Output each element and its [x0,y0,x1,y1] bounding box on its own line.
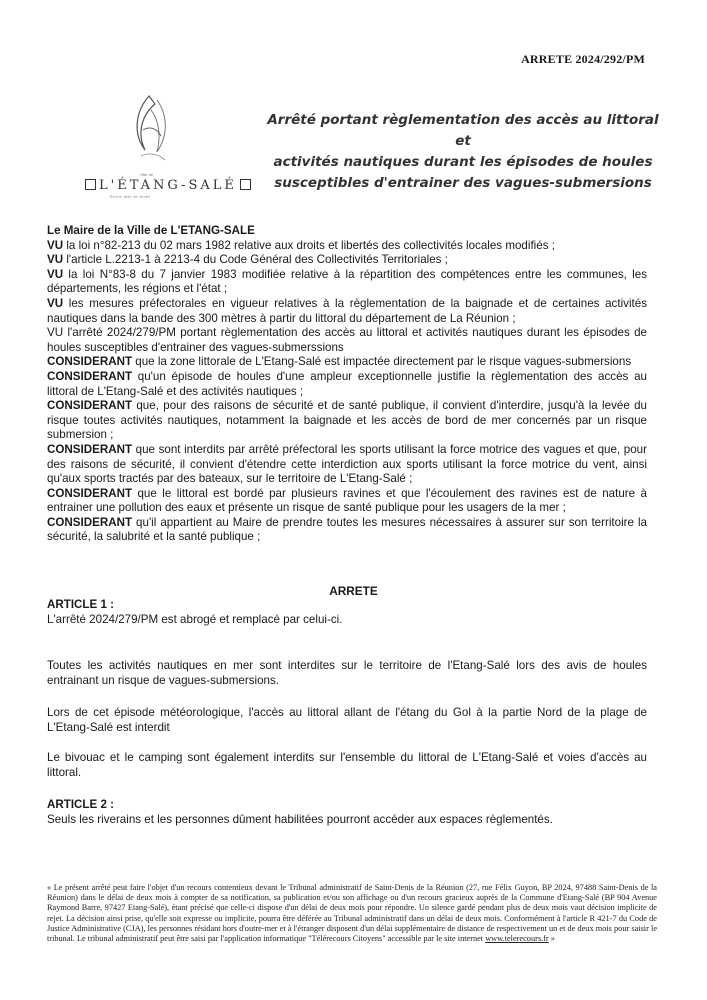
logo-square-icon [85,179,96,190]
title-line: susceptibles d'entrainer des vagues-submersions [274,175,652,191]
article-1-paragraph: Le bivouac et le camping sont également interdits sur l'ensemble du littoral de L'Etang-Salé et voies d'accès au littoral. [47,751,647,779]
logo-name: L'ÉTANG-SALÉ [99,178,237,193]
decree-preamble [47,224,647,545]
article-1-paragraph: Lors de cet épisode météorologique, l'accès au littoral allant de l'étang du Gol à la partie Nord de la plage de L'Etang-Salé est interdit [47,706,647,734]
preamble-line: VU l'arrêté 2024/279/PM portant règlementation des accès au littoral et activités nautiques durant les épisodes de houles susceptibles d'entrainer des vagues-submerssions [47,326,647,354]
mayor-intro: Le Maire de la Ville de L'ETANG-SALE [47,224,255,237]
city-logo [82,90,237,202]
preamble-line: VU les mesures préfectorales en vigueur relatives à la règlementation de la baignade et de certaines activités nautiques dans la bande des 300 mètres à partir du littoral du département de La Réunion ; [47,296,647,325]
preamble-line: VU l'article L.2213-1 à 2213-4 du Code Général des Collectivités Territoriales ; [47,253,448,267]
article-1-title: ARTICLE 1 : [47,598,114,611]
article-2-title: ARTICLE 2 : [47,798,114,811]
article-1-text: L'arrêté 2024/279/PM est abrogé et remplacé par celui-ci. [47,612,343,626]
decree-heading: ARRETE [329,584,378,598]
logo-wordmark [82,178,237,193]
preamble-line: CONSIDERANT qu'il appartient au Maire de prendre toutes les mesures nécessaires à assurer sur son territoire la sécurité, la salubrité et la santé publique ; [47,515,647,544]
footnote-text: « Le présent arrêté peut faire l'objet d'un recours contentieux devant le Tribunal administratif de Saint-Denis de la Réunion (27, rue Félix Guyon, BP 2024, 97488 Saint-Denis de la Réunion) dans le délai de deux mois à compter de sa notification, sa publication et/ou son affichage ou d'un recours gracieux auprès de la Commune d'Etang-Salé (BP 904 Avenue Raymond Barre, 97427 Etang-Salé), étant précisé que celle-ci dispose d'un délai de deux mois pour répondre. Un silence gardé pendant plus de deux mois vaut décision implicite de rejet. La décision ainsi prise, qu'elle soit expresse ou implicite, pourra être déférée au Tribunal administratif dans un délai de deux mois. Conformément à l'article R 421-7 du Code de Justice Administrative (CJA), les personnes résidant hors d'outre-mer et à l'étranger disposent d'un délai supplémentaire de distance de respectivement un et de deux mois pour saisir le tribunal. Le tribunal administratif peut être saisi par l'application informatique "Télérecours Citoyens" accessible par le site internet [47,883,657,944]
legal-footnote [47,883,657,944]
article-2-text: Seuls les riverains et les personnes dûment habilitées pourront accéder aux espaces règlementés. [47,813,553,826]
decree-title [258,110,668,194]
article-1-paragraph: Toutes les activités nautiques en mer sont interdites sur le territoire de l'Etang-Salé lors des avis de houles entrainant un risque de vagues-submersions. [47,659,647,687]
wave-leaf-icon [127,90,177,170]
title-line: activités nautiques durant les épisodes de houles [273,154,653,170]
preamble-line: CONSIDERANT que, pour des raisons de sécurité et de santé publique, il convient d'interdire, jusqu'à la levée du risque toutes activités nautiques, notamment la baignade et les accès de bord de mer concernés par un risque submersion ; [47,399,647,442]
preamble-line: VU la loi N°83-8 du 7 janvier 1983 modifiée relative à la répartition des compétences entre les communes, les départements, les régions et l'état ; [47,267,647,296]
footnote-end: » [548,934,555,944]
preamble-line: CONSIDERANT que le littoral est bordé par plusieurs ravines et que l'écoulement des ravines est de nature à entrainer une pollution des eaux et présente un risque de santé publique pour les usagers de la mer ; [47,486,647,515]
preamble-line: CONSIDERANT que sont interdits par arrêté préfectoral les sports utilisant la force motrice des vagues et que, pour des raisons de sécurité, il convient d'étendre cette interdiction aux sports utilisant la force motrice du vent, ainsi qu'aux sports tractés par des bateaux, sur le territoire de L'Etang-Salé ; [47,442,647,486]
article-1 [47,598,647,627]
title-line: Arrêté portant règlementation des accès au littoral et [267,112,659,149]
logo-square-icon [240,179,251,190]
logo-top-text: Ville de [140,172,154,177]
preamble-line: VU la loi n°82-213 du 02 mars 1982 relative aux droits et libertés des collectivités locales modifiés ; [47,238,555,252]
logo-tagline: Entre mer et forêt [110,194,151,199]
telerecours-link[interactable]: www.telerecours.fr [485,934,549,944]
article-2 [47,797,647,827]
preamble-line: CONSIDERANT qu'un épisode de houles d'une ampleur exceptionnelle justifie la règlementation des accès au littoral de L'Etang-Salé et des activités nautiques ; [47,369,647,398]
decree-reference: ARRETE 2024/292/PM [521,52,645,66]
preamble-line: CONSIDERANT que la zone littorale de L'Etang-Salé est impactée directement par le risque vagues-submersions [47,355,632,369]
